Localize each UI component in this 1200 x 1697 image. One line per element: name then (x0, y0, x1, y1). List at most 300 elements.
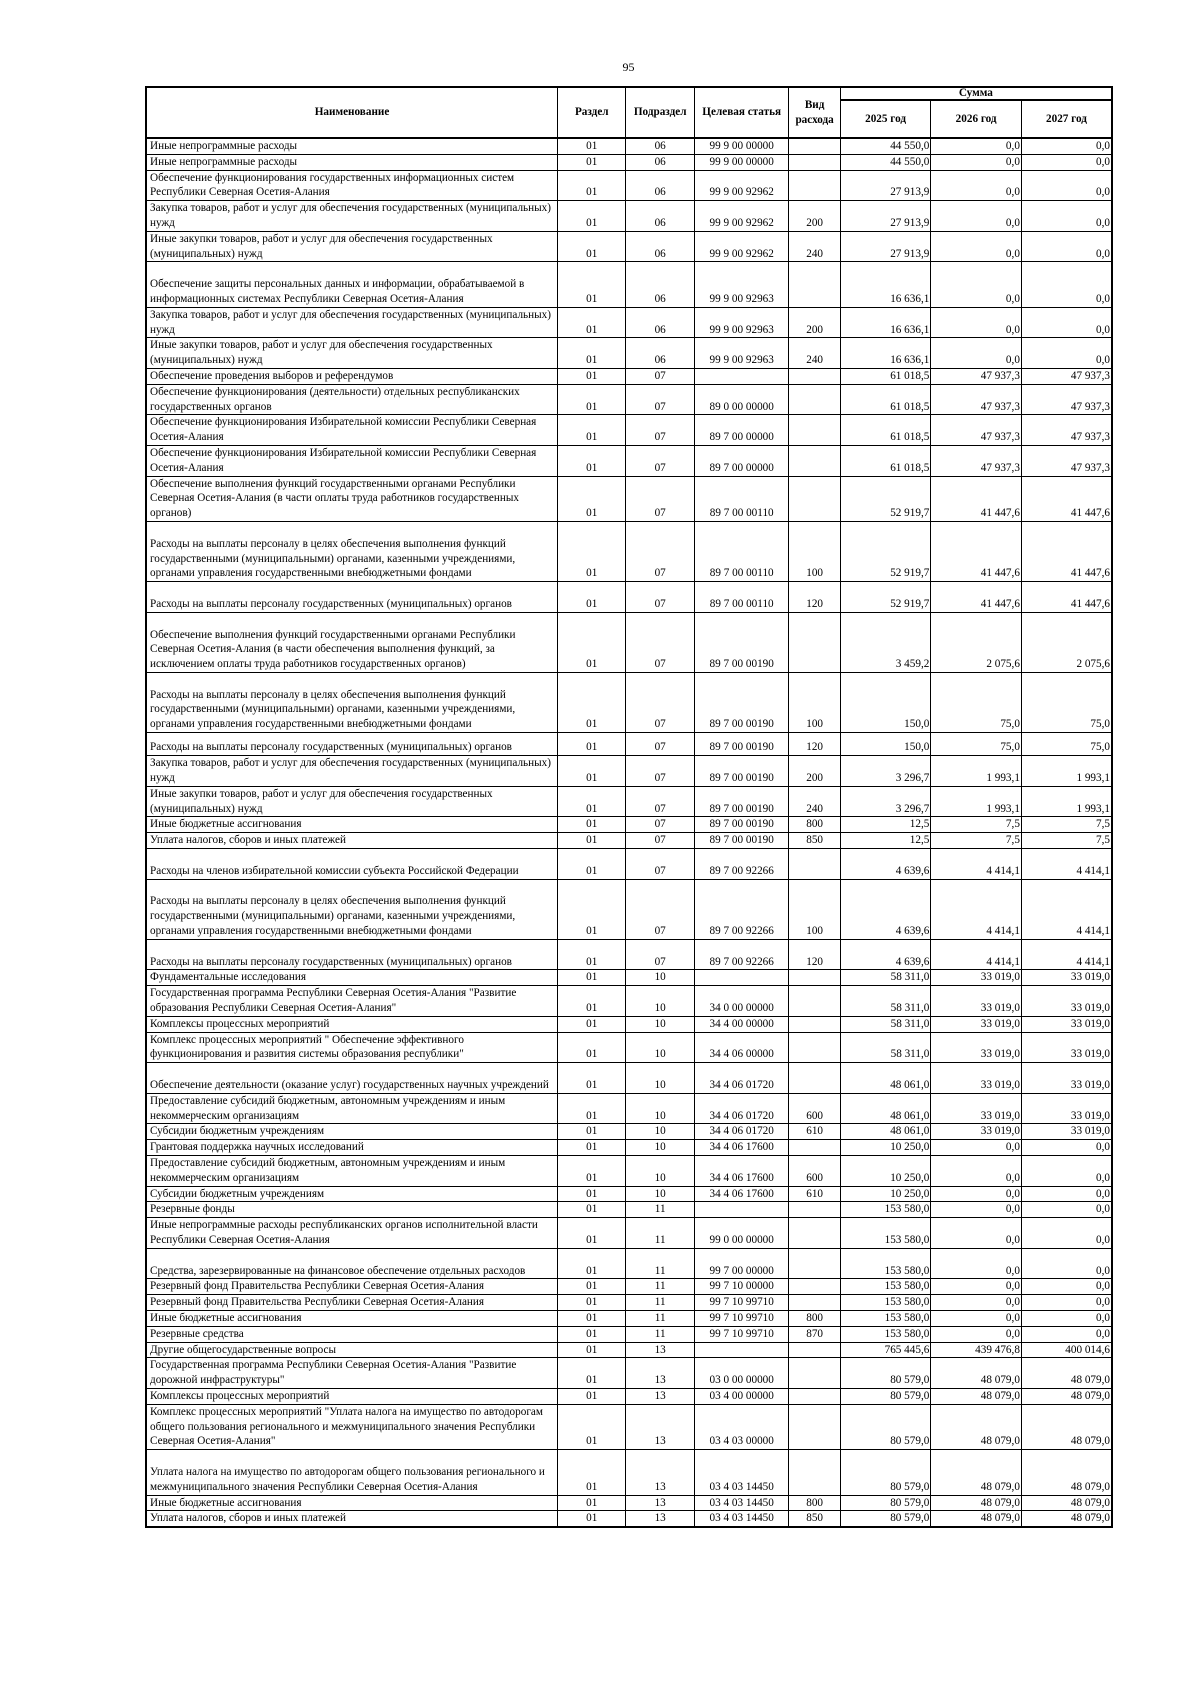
row-amount-2025: 61 018,5 (840, 415, 931, 446)
row-section: 01 (558, 1218, 626, 1249)
row-section: 01 (558, 612, 626, 672)
row-target-article: 34 4 06 01720 (694, 1093, 789, 1124)
row-name: Резервные средства (146, 1326, 558, 1342)
row-amount-2027: 47 937,3 (1021, 368, 1112, 384)
row-subsection: 06 (626, 231, 694, 262)
row-amount-2025: 153 580,0 (840, 1218, 931, 1249)
row-name: Расходы на выплаты персоналу государственных (муниципальных) органов (146, 733, 558, 756)
row-subsection: 07 (626, 833, 694, 849)
row-target-article: 34 0 00 00000 (694, 986, 789, 1017)
row-section: 01 (558, 368, 626, 384)
row-name: Обеспечение функционирования (деятельности) отдельных республиканских государственных органов (146, 384, 558, 415)
row-section: 01 (558, 1124, 626, 1140)
row-subsection: 07 (626, 672, 694, 732)
row-subsection: 13 (626, 1450, 694, 1495)
row-target-article (694, 1202, 789, 1218)
row-name: Обеспечение защиты персональных данных и информации, обрабатываемой в информационных системах Республики Северная Осетия-Алания (146, 262, 558, 307)
row-amount-2027: 0,0 (1021, 1310, 1112, 1326)
row-name: Комплексы процессных мероприятий (146, 1388, 558, 1404)
budget-table (145, 86, 1113, 1528)
row-amount-2026: 0,0 (931, 1310, 1022, 1326)
row-subsection: 11 (626, 1326, 694, 1342)
row-amount-2026: 0,0 (931, 1295, 1022, 1311)
row-name: Предоставление субсидий бюджетным, автономным учреждениям и иным некоммерческим организациям (146, 1093, 558, 1124)
row-target-article: 03 4 03 00000 (694, 1404, 789, 1449)
row-name: Государственная программа Республики Северная Осетия-Алания "Развитие образования Республики Северная Осетия-Алания" (146, 986, 558, 1017)
row-amount-2025: 48 061,0 (840, 1063, 931, 1094)
row-amount-2027: 0,0 (1021, 1295, 1112, 1311)
row-subsection: 06 (626, 307, 694, 338)
row-section: 01 (558, 1358, 626, 1389)
row-subsection: 10 (626, 1063, 694, 1094)
row-subsection: 07 (626, 786, 694, 817)
row-amount-2027: 48 079,0 (1021, 1358, 1112, 1389)
row-subsection: 11 (626, 1218, 694, 1249)
row-amount-2027: 0,0 (1021, 201, 1112, 232)
row-subsection: 07 (626, 384, 694, 415)
row-subsection: 10 (626, 1032, 694, 1063)
row-amount-2026: 47 937,3 (931, 368, 1022, 384)
row-amount-2025: 52 919,7 (840, 521, 931, 581)
row-amount-2026: 0,0 (931, 1140, 1022, 1156)
table-row (146, 1295, 1112, 1311)
row-amount-2026: 0,0 (931, 1155, 1022, 1186)
row-amount-2027: 2 075,6 (1021, 612, 1112, 672)
row-target-article: 99 9 00 92962 (694, 201, 789, 232)
row-section: 01 (558, 170, 626, 201)
row-amount-2026: 48 079,0 (931, 1404, 1022, 1449)
row-target-article: 99 9 00 92962 (694, 170, 789, 201)
row-expense-type (789, 970, 840, 986)
row-target-article: 89 7 00 00190 (694, 833, 789, 849)
row-name: Расходы на выплаты персоналу государственных (муниципальных) органов (146, 939, 558, 970)
row-name: Резервный фонд Правительства Республики Северная Осетия-Алания (146, 1279, 558, 1295)
table-row (146, 1342, 1112, 1358)
row-name: Обеспечение функционирования государственных информационных систем Республики Северная Осетия-Алания (146, 170, 558, 201)
row-name: Субсидии бюджетным учреждениям (146, 1186, 558, 1202)
row-amount-2026: 0,0 (931, 154, 1022, 170)
table-row (146, 201, 1112, 232)
table-row (146, 612, 1112, 672)
row-amount-2026: 0,0 (931, 1218, 1022, 1249)
row-expense-type: 120 (789, 939, 840, 970)
row-amount-2027: 0,0 (1021, 1248, 1112, 1279)
row-amount-2025: 58 311,0 (840, 986, 931, 1017)
row-subsection: 07 (626, 612, 694, 672)
header-section: Раздел (558, 87, 626, 138)
row-subsection: 11 (626, 1310, 694, 1326)
row-expense-type (789, 986, 840, 1017)
row-expense-type (789, 1450, 840, 1495)
row-amount-2027: 33 019,0 (1021, 1124, 1112, 1140)
row-section: 01 (558, 1295, 626, 1311)
row-section: 01 (558, 1093, 626, 1124)
row-amount-2025: 80 579,0 (840, 1358, 931, 1389)
row-subsection: 07 (626, 879, 694, 939)
row-target-article: 34 4 06 01720 (694, 1124, 789, 1140)
table-row (146, 733, 1112, 756)
row-section: 01 (558, 672, 626, 732)
row-target-article: 99 7 10 99710 (694, 1326, 789, 1342)
row-name: Обеспечение выполнения функций государственными органами Республики Северная Осетия-Алания (в части обеспечения выполнения функций, за исключением оплаты труда работников государственных органов) (146, 612, 558, 672)
row-target-article: 99 7 10 99710 (694, 1310, 789, 1326)
row-target-article: 89 0 00 00000 (694, 384, 789, 415)
row-amount-2026: 0,0 (931, 231, 1022, 262)
row-amount-2026: 75,0 (931, 672, 1022, 732)
row-expense-type (789, 384, 840, 415)
row-subsection: 06 (626, 138, 694, 154)
row-amount-2027: 0,0 (1021, 338, 1112, 369)
row-expense-type (789, 849, 840, 880)
row-amount-2026: 33 019,0 (931, 986, 1022, 1017)
row-subsection: 06 (626, 154, 694, 170)
table-row (146, 415, 1112, 446)
row-amount-2025: 80 579,0 (840, 1404, 931, 1449)
row-amount-2025: 153 580,0 (840, 1279, 931, 1295)
row-amount-2025: 16 636,1 (840, 262, 931, 307)
row-amount-2025: 80 579,0 (840, 1450, 931, 1495)
row-amount-2025: 80 579,0 (840, 1495, 931, 1511)
row-amount-2026: 47 937,3 (931, 384, 1022, 415)
row-name: Уплата налогов, сборов и иных платежей (146, 833, 558, 849)
table-row (146, 1450, 1112, 1495)
row-name: Иные закупки товаров, работ и услуг для обеспечения государственных (муниципальных) нужд (146, 231, 558, 262)
row-amount-2026: 47 937,3 (931, 415, 1022, 446)
row-amount-2026: 0,0 (931, 1248, 1022, 1279)
row-amount-2025: 4 639,6 (840, 939, 931, 970)
row-section: 01 (558, 1310, 626, 1326)
row-expense-type (789, 1016, 840, 1032)
row-target-article (694, 970, 789, 986)
header-sum: Сумма (840, 87, 1112, 100)
row-subsection: 06 (626, 201, 694, 232)
row-amount-2025: 12,5 (840, 817, 931, 833)
row-amount-2027: 0,0 (1021, 138, 1112, 154)
row-amount-2025: 3 296,7 (840, 786, 931, 817)
row-target-article: 99 9 00 00000 (694, 154, 789, 170)
row-target-article: 99 9 00 00000 (694, 138, 789, 154)
row-subsection: 07 (626, 849, 694, 880)
row-amount-2027: 0,0 (1021, 170, 1112, 201)
row-target-article: 03 4 03 14450 (694, 1511, 789, 1527)
row-amount-2027: 0,0 (1021, 262, 1112, 307)
row-target-article: 89 7 00 92266 (694, 849, 789, 880)
row-expense-type (789, 1248, 840, 1279)
header-year-2026: 2026 год (931, 100, 1022, 138)
row-section: 01 (558, 1248, 626, 1279)
row-amount-2026: 41 447,6 (931, 521, 1022, 581)
row-target-article: 03 4 03 14450 (694, 1495, 789, 1511)
table-row (146, 476, 1112, 521)
row-section: 01 (558, 154, 626, 170)
row-name: Закупка товаров, работ и услуг для обеспечения государственных (муниципальных) нужд (146, 307, 558, 338)
row-name: Резервный фонд Правительства Республики Северная Осетия-Алания (146, 1295, 558, 1311)
row-amount-2026: 0,0 (931, 1279, 1022, 1295)
row-expense-type (789, 1279, 840, 1295)
row-subsection: 10 (626, 1016, 694, 1032)
row-section: 01 (558, 415, 626, 446)
row-expense-type: 120 (789, 733, 840, 756)
row-amount-2027: 0,0 (1021, 1202, 1112, 1218)
row-amount-2026: 4 414,1 (931, 849, 1022, 880)
row-subsection: 13 (626, 1511, 694, 1527)
row-name: Иные непрограммные расходы (146, 138, 558, 154)
table-row (146, 939, 1112, 970)
row-amount-2025: 153 580,0 (840, 1326, 931, 1342)
row-amount-2027: 0,0 (1021, 1279, 1112, 1295)
row-target-article: 89 7 00 00110 (694, 582, 789, 613)
row-amount-2027: 33 019,0 (1021, 1063, 1112, 1094)
row-expense-type: 800 (789, 817, 840, 833)
row-name: Иные бюджетные ассигнования (146, 1310, 558, 1326)
row-amount-2026: 4 414,1 (931, 939, 1022, 970)
row-expense-type: 600 (789, 1155, 840, 1186)
row-expense-type: 850 (789, 1511, 840, 1527)
row-target-article: 89 7 00 00190 (694, 612, 789, 672)
table-row (146, 1495, 1112, 1511)
table-row (146, 338, 1112, 369)
row-amount-2026: 0,0 (931, 138, 1022, 154)
row-amount-2027: 48 079,0 (1021, 1511, 1112, 1527)
row-amount-2025: 58 311,0 (840, 970, 931, 986)
row-expense-type (789, 1404, 840, 1449)
row-amount-2026: 0,0 (931, 1202, 1022, 1218)
row-subsection: 10 (626, 986, 694, 1017)
row-section: 01 (558, 786, 626, 817)
table-row (146, 1202, 1112, 1218)
row-target-article: 89 7 00 00190 (694, 733, 789, 756)
row-amount-2027: 1 993,1 (1021, 756, 1112, 787)
row-amount-2027: 33 019,0 (1021, 1093, 1112, 1124)
row-target-article: 03 4 03 14450 (694, 1450, 789, 1495)
row-name: Субсидии бюджетным учреждениям (146, 1124, 558, 1140)
row-section: 01 (558, 231, 626, 262)
row-name: Предоставление субсидий бюджетным, автономным учреждениям и иным некоммерческим организациям (146, 1155, 558, 1186)
row-subsection: 10 (626, 1186, 694, 1202)
row-section: 01 (558, 1032, 626, 1063)
row-expense-type: 610 (789, 1186, 840, 1202)
table-row (146, 1511, 1112, 1527)
row-target-article: 89 7 00 00190 (694, 756, 789, 787)
row-amount-2026: 0,0 (931, 1326, 1022, 1342)
table-row (146, 1326, 1112, 1342)
row-amount-2026: 41 447,6 (931, 476, 1022, 521)
row-amount-2027: 0,0 (1021, 154, 1112, 170)
row-amount-2025: 765 445,6 (840, 1342, 931, 1358)
row-expense-type (789, 445, 840, 476)
row-section: 01 (558, 445, 626, 476)
row-target-article (694, 1342, 789, 1358)
row-name: Уплата налогов, сборов и иных платежей (146, 1511, 558, 1527)
row-subsection: 10 (626, 1093, 694, 1124)
row-amount-2026: 439 476,8 (931, 1342, 1022, 1358)
row-subsection: 07 (626, 415, 694, 446)
row-name: Государственная программа Республики Северная Осетия-Алания "Развитие дорожной инфраструктуры" (146, 1358, 558, 1389)
table-row (146, 1186, 1112, 1202)
row-expense-type (789, 1358, 840, 1389)
row-target-article: 89 7 00 92266 (694, 879, 789, 939)
row-expense-type: 870 (789, 1326, 840, 1342)
row-section: 01 (558, 817, 626, 833)
row-expense-type (789, 1342, 840, 1358)
row-subsection: 07 (626, 476, 694, 521)
row-amount-2026: 2 075,6 (931, 612, 1022, 672)
row-amount-2026: 47 937,3 (931, 445, 1022, 476)
header-name: Наименование (146, 87, 558, 138)
row-amount-2027: 1 993,1 (1021, 786, 1112, 817)
row-name: Комплексы процессных мероприятий (146, 1016, 558, 1032)
row-amount-2025: 153 580,0 (840, 1310, 931, 1326)
table-row (146, 1388, 1112, 1404)
table-row (146, 170, 1112, 201)
row-amount-2026: 7,5 (931, 833, 1022, 849)
row-amount-2027: 400 014,6 (1021, 1342, 1112, 1358)
row-expense-type (789, 1032, 840, 1063)
row-amount-2026: 33 019,0 (931, 1016, 1022, 1032)
row-amount-2025: 27 913,9 (840, 231, 931, 262)
table-row (146, 672, 1112, 732)
row-target-article: 99 7 10 99710 (694, 1295, 789, 1311)
row-amount-2025: 48 061,0 (840, 1093, 931, 1124)
row-amount-2026: 0,0 (931, 262, 1022, 307)
row-target-article: 89 7 00 00110 (694, 521, 789, 581)
row-name: Иные закупки товаров, работ и услуг для обеспечения государственных (муниципальных) нужд (146, 338, 558, 369)
row-subsection: 11 (626, 1295, 694, 1311)
row-expense-type: 610 (789, 1124, 840, 1140)
row-section: 01 (558, 1279, 626, 1295)
row-expense-type: 100 (789, 521, 840, 581)
table-header (146, 87, 1112, 138)
row-section: 01 (558, 833, 626, 849)
row-amount-2025: 10 250,0 (840, 1155, 931, 1186)
row-subsection: 11 (626, 1202, 694, 1218)
row-name: Иные непрограммные расходы (146, 154, 558, 170)
row-amount-2025: 80 579,0 (840, 1388, 931, 1404)
row-name: Комплекс процессных мероприятий " Обеспечение эффективного функционирования и развития системы образования республики" (146, 1032, 558, 1063)
header-target-article: Целевая статья (694, 87, 789, 138)
row-section: 01 (558, 521, 626, 581)
row-amount-2026: 33 019,0 (931, 1032, 1022, 1063)
row-target-article: 99 9 00 92962 (694, 231, 789, 262)
table-row (146, 970, 1112, 986)
row-amount-2025: 10 250,0 (840, 1186, 931, 1202)
row-amount-2025: 27 913,9 (840, 170, 931, 201)
row-amount-2026: 0,0 (931, 338, 1022, 369)
row-subsection: 07 (626, 939, 694, 970)
row-subsection: 13 (626, 1495, 694, 1511)
table-row (146, 1404, 1112, 1449)
row-amount-2026: 1 993,1 (931, 756, 1022, 787)
table-row (146, 1358, 1112, 1389)
row-amount-2026: 48 079,0 (931, 1388, 1022, 1404)
row-section: 01 (558, 201, 626, 232)
table-row (146, 231, 1112, 262)
row-subsection: 13 (626, 1404, 694, 1449)
row-target-article: 89 7 00 00000 (694, 445, 789, 476)
row-amount-2025: 153 580,0 (840, 1295, 931, 1311)
row-target-article (694, 368, 789, 384)
row-name: Уплата налога на имущество по автодорогам общего пользования регионального и межмуниципального значения Республики Северная Осетия-Алания (146, 1450, 558, 1495)
row-expense-type: 800 (789, 1310, 840, 1326)
row-amount-2025: 16 636,1 (840, 338, 931, 369)
row-subsection: 11 (626, 1279, 694, 1295)
row-target-article: 34 4 06 01720 (694, 1063, 789, 1094)
row-expense-type: 200 (789, 307, 840, 338)
row-section: 01 (558, 1450, 626, 1495)
table-row (146, 756, 1112, 787)
header-year-2027: 2027 год (1021, 100, 1112, 138)
row-section: 01 (558, 1326, 626, 1342)
row-amount-2027: 33 019,0 (1021, 970, 1112, 986)
row-amount-2027: 33 019,0 (1021, 986, 1112, 1017)
row-name: Закупка товаров, работ и услуг для обеспечения государственных (муниципальных) нужд (146, 756, 558, 787)
row-amount-2026: 7,5 (931, 817, 1022, 833)
row-amount-2025: 61 018,5 (840, 368, 931, 384)
row-section: 01 (558, 986, 626, 1017)
row-expense-type (789, 368, 840, 384)
table-row (146, 986, 1112, 1017)
row-amount-2027: 0,0 (1021, 307, 1112, 338)
row-name: Расходы на выплаты персоналу в целях обеспечения выполнения функций государственными (муниципальными) органами, казенными учреждениями, органами управления государственными внебюджетными фондами (146, 521, 558, 581)
row-subsection: 07 (626, 582, 694, 613)
row-amount-2027: 4 414,1 (1021, 939, 1112, 970)
row-amount-2027: 0,0 (1021, 231, 1112, 262)
row-expense-type (789, 1202, 840, 1218)
row-target-article: 89 7 00 00190 (694, 817, 789, 833)
row-subsection: 07 (626, 368, 694, 384)
row-expense-type (789, 154, 840, 170)
row-name: Расходы на членов избирательной комиссии субъекта Российской Федерации (146, 849, 558, 880)
row-amount-2027: 47 937,3 (1021, 445, 1112, 476)
row-section: 01 (558, 1511, 626, 1527)
row-expense-type (789, 1063, 840, 1094)
row-target-article: 99 9 00 92963 (694, 307, 789, 338)
row-section: 01 (558, 1342, 626, 1358)
row-amount-2026: 0,0 (931, 307, 1022, 338)
row-expense-type: 850 (789, 833, 840, 849)
row-expense-type (789, 170, 840, 201)
row-expense-type (789, 415, 840, 446)
row-expense-type (789, 262, 840, 307)
table-row (146, 154, 1112, 170)
row-target-article: 03 4 00 00000 (694, 1388, 789, 1404)
row-amount-2026: 48 079,0 (931, 1511, 1022, 1527)
row-amount-2027: 0,0 (1021, 1186, 1112, 1202)
row-section: 01 (558, 582, 626, 613)
row-target-article: 99 0 00 00000 (694, 1218, 789, 1249)
row-name: Иные закупки товаров, работ и услуг для обеспечения государственных (муниципальных) нужд (146, 786, 558, 817)
row-name: Иные непрограммные расходы республиканских органов исполнительной власти Республики Северная Осетия-Алания (146, 1218, 558, 1249)
row-section: 01 (558, 338, 626, 369)
table-row (146, 521, 1112, 581)
row-section: 01 (558, 756, 626, 787)
row-subsection: 10 (626, 970, 694, 986)
row-subsection: 07 (626, 756, 694, 787)
table-row (146, 1218, 1112, 1249)
row-name: Иные бюджетные ассигнования (146, 817, 558, 833)
row-section: 01 (558, 1404, 626, 1449)
row-subsection: 10 (626, 1155, 694, 1186)
row-section: 01 (558, 1016, 626, 1032)
row-name: Другие общегосударственные вопросы (146, 1342, 558, 1358)
row-section: 01 (558, 879, 626, 939)
row-subsection: 07 (626, 817, 694, 833)
row-subsection: 10 (626, 1124, 694, 1140)
row-amount-2026: 48 079,0 (931, 1450, 1022, 1495)
row-amount-2025: 12,5 (840, 833, 931, 849)
header-expense-type: Вид расхода (789, 87, 840, 138)
row-amount-2026: 33 019,0 (931, 1124, 1022, 1140)
